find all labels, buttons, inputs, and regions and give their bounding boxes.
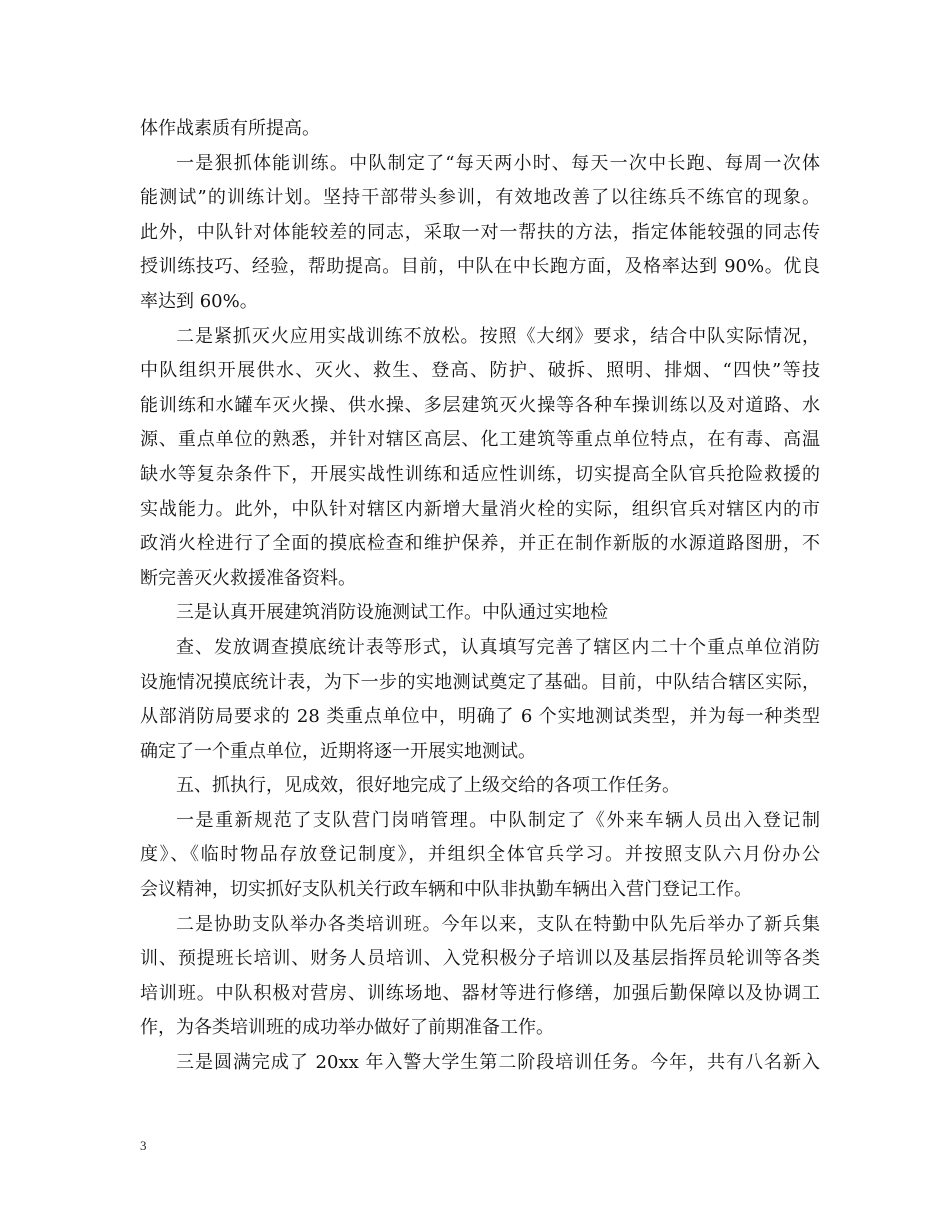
text-line: 缺水等复杂条件下，开展实战性训练和适应性训练，切实提高全队官兵抢险救援的 [140, 463, 820, 485]
text-line: 二是紧抓灭火应用实战训练不放松。按照《大纲》要求，结合中队实际情况， [176, 325, 820, 347]
text-line: 二是协助支队举办各类培训班。今年以来，支队在特勤中队先后举办了新兵集 [176, 913, 820, 935]
text-line: 三是认真开展建筑消防设施测试工作。中队通过实地检 [176, 602, 608, 624]
text-line: 能测试”的训练计划。坚持干部带头参训，有效地改善了以往练兵不练官的现象。 [140, 187, 820, 209]
text-line: 中队组织开展供水、灭火、救生、登高、防护、破拆、照明、排烟、“四快”等技 [140, 360, 820, 382]
text-line: 一是重新规范了支队营门岗哨管理。中队制定了《外来车辆人员出入登记制 [176, 809, 820, 831]
text-line: 三是圆满完成了 20xx 年入警大学生第二阶段培训任务。今年，共有八名新入 [176, 1052, 820, 1074]
text-line: 设施情况摸底统计表，为下一步的实地测试奠定了基础。目前，中队结合辖区实际， [140, 671, 820, 693]
text-line: 从部消防局要求的 28 类重点单位中，明确了 6 个实地测试类型，并为每一种类型 [140, 706, 820, 728]
page-number: 3 [140, 1138, 147, 1153]
text-line: 确定了一个重点单位，近期将逐一开展实地测试。 [140, 740, 536, 762]
text-line: 率达到 60%。 [140, 290, 258, 312]
text-line: 此外，中队针对体能较差的同志，采取一对一帮扶的方法，指定体能较强的同志传 [140, 221, 820, 243]
text-line: 度》、《临时物品存放登记制度》，并组织全体官兵学习。并按照支队六月份办公 [140, 844, 820, 866]
text-line: 会议精神，切实抓好支队机关行政车辆和中队非执勤车辆出入营门登记工作。 [140, 879, 752, 901]
text-line: 断完善灭火救援准备资料。 [140, 567, 356, 589]
text-line: 训、预提班长培训、财务人员培训、入党积极分子培训以及基层指挥员轮训等各类 [140, 948, 820, 970]
document-body [140, 112, 820, 1081]
text-line: 政消火栓进行了全面的摸底检查和维护保养，并正在制作新版的水源道路图册，不 [140, 533, 820, 555]
text-line: 授训练技巧、经验，帮助提高。目前，中队在中长跑方面，及格率达到 90%。优良 [140, 256, 820, 278]
text-line: 查、发放调查摸底统计表等形式，认真填写完善了辖区内二十个重点单位消防 [176, 636, 820, 658]
text-line: 能训练和水罐车灭火操、供水操、多层建筑灭火操等各种车操训练以及对道路、水 [140, 394, 820, 416]
text-line: 一是狠抓体能训练。中队制定了“每天两小时、每天一次中长跑、每周一次体 [176, 152, 820, 174]
text-line: 源、重点单位的熟悉，并针对辖区高层、化工建筑等重点单位特点，在有毒、高温 [140, 429, 820, 451]
text-line: 实战能力。此外，中队针对辖区内新增大量消火栓的实际，组织官兵对辖区内的市 [140, 498, 820, 520]
text-line: 作，为各类培训班的成功举办做好了前期准备工作。 [140, 1017, 554, 1039]
text-line: 五、抓执行，见成效，很好地完成了上级交给的各项工作任务。 [176, 775, 680, 797]
text-line: 培训班。中队积极对营房、训练场地、器材等进行修缮，加强后勤保障以及协调工 [140, 982, 820, 1004]
text-line: 体作战素质有所提高。 [140, 118, 320, 139]
